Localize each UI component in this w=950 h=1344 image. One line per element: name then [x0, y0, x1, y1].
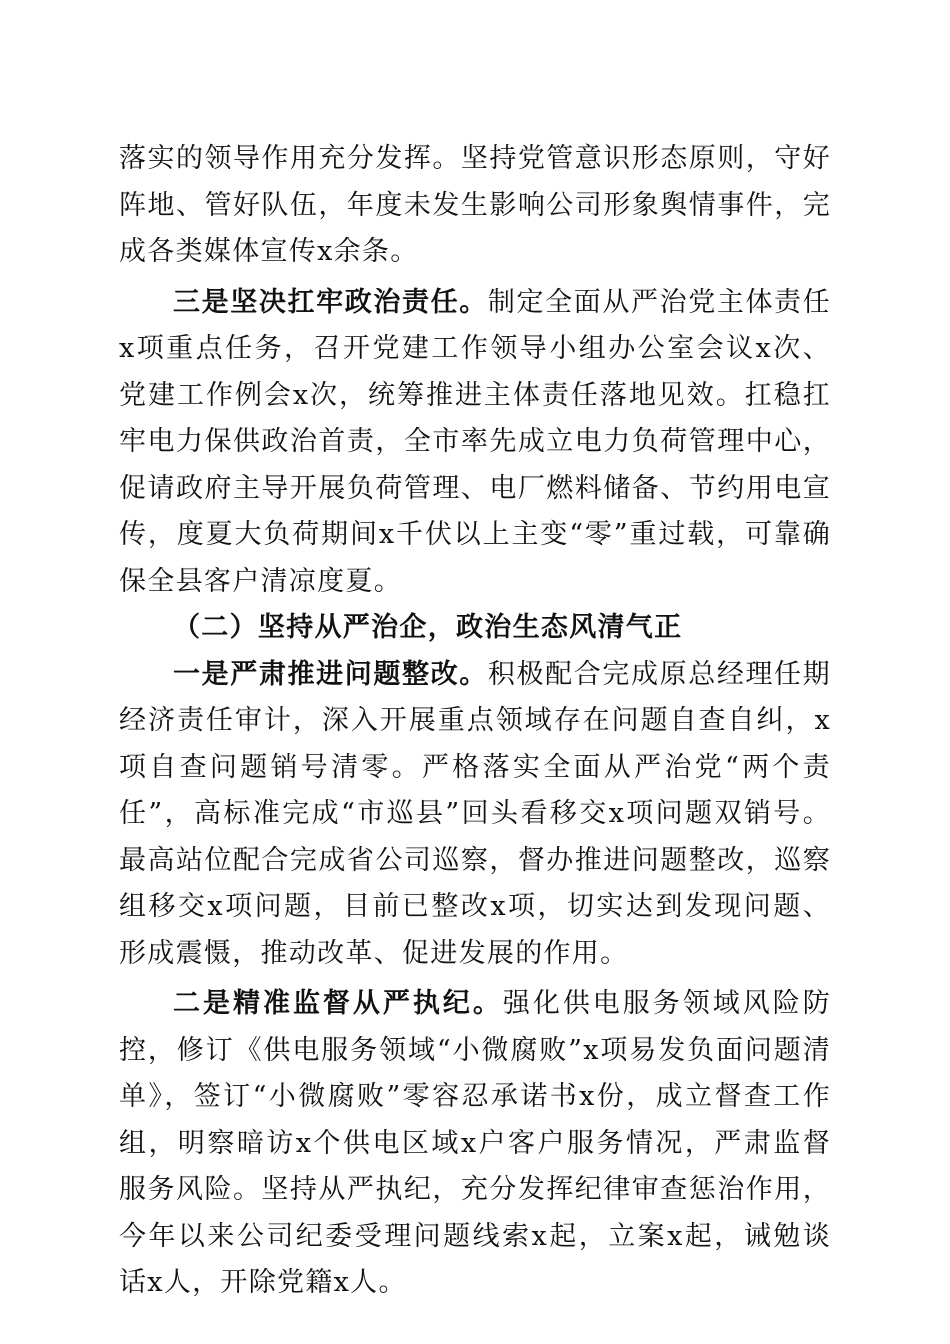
paragraph-1 — [119, 136, 831, 276]
paragraph-3-lead: 一是严肃推进问题整改。 — [173, 658, 488, 690]
document-page — [119, 136, 831, 1307]
paragraph-2 — [119, 280, 831, 606]
paragraph-3-text: 积极配合完成原总经理任期经济责任审计，深入开展重点领域存在问题自查自纠，x项自查问题销号清零。严格落实全面从严治党“两个责任”，高标准完成“市巡县”回头看移交x项问题双销号。最高站位配合完成省公司巡察，督办推进问题整改，巡察组移交x项问题，目前已整改x项，切实达到发现问题、形成震慑，推动改革、促进发展的作用。 — [119, 658, 831, 969]
paragraph-3 — [119, 652, 831, 978]
paragraph-2-text: 制定全面从严治党主体责任x项重点任务，召开党建工作领导小组办公室会议x次、党建工作例会x次，统筹推进主体责任落地见效。扛稳扛牢电力保供政治首责，全市率先成立电力负荷管理中心，促请政府主导开展负荷管理、电厂燃料储备、节约用电宣传，度夏大负荷期间x千伏以上主变“零”重过载，可靠确保全县客户清凉度夏。 — [119, 286, 831, 597]
paragraph-4-lead: 二是精准监督从严执纪。 — [173, 988, 503, 1019]
paragraph-4 — [119, 981, 831, 1307]
paragraph-1-text: 落实的领导作用充分发挥。坚持党管意识形态原则，守好阵地、管好队伍，年度未发生影响公司形象舆情事件，完成各类媒体宣传x余条。 — [119, 143, 831, 267]
paragraph-2-lead: 三是坚决扛牢政治责任。 — [173, 286, 488, 318]
section-heading-2: （二）坚持从严治企，政治生态风清气正 — [173, 612, 683, 643]
paragraph-4-text: 强化供电服务领域风险防控，修订《供电服务领域“小微腐败”x项易发负面问题清单》，签订“小微腐败”零容忍承诺书x份，成立督查工作组，明察暗访x个供电区域x户客户服务情况，严肃监督服务风险。坚持从严执纪，充分发挥纪律审查惩治作用，今年以来公司纪委受理问题线索x起，立案x起，诫勉谈话x人，开除党籍x人。 — [119, 988, 831, 1298]
